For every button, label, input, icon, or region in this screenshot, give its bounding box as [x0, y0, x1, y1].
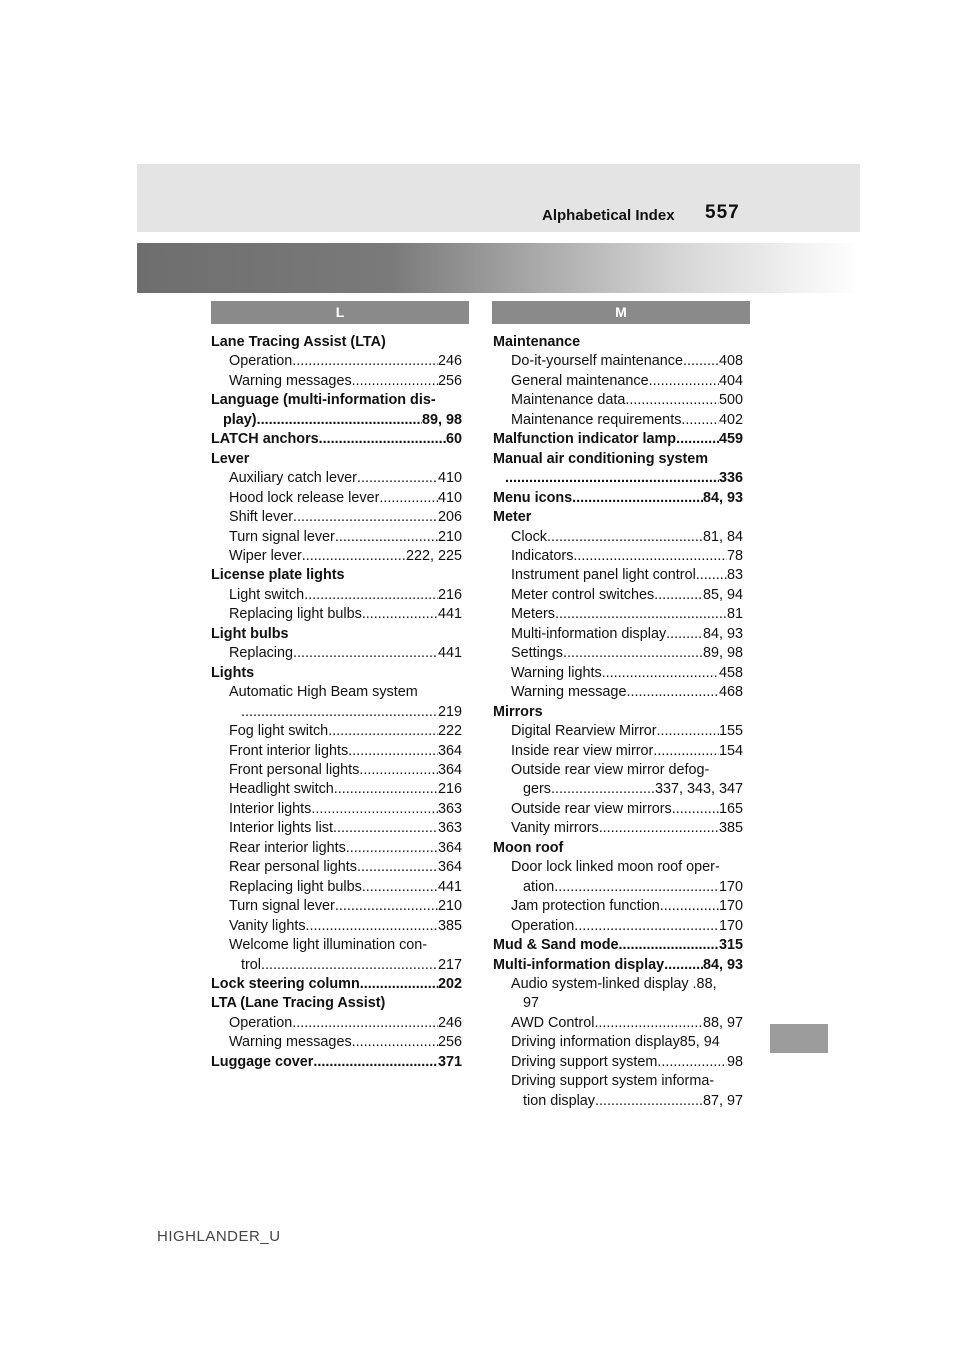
index-entry: [211, 917, 462, 936]
leader-dots: [261, 956, 438, 975]
index-entry: [211, 761, 462, 780]
leader-dots: [657, 722, 719, 741]
index-entry: [211, 450, 462, 469]
index-entry-label: Clock: [511, 528, 547, 545]
index-column-right: [493, 333, 743, 1111]
index-entry-page: 210: [437, 528, 462, 545]
index-entry: [493, 1014, 743, 1033]
index-entry-label: Vanity mirrors: [511, 820, 599, 837]
leader-dots: [319, 430, 446, 449]
index-entry: [211, 352, 462, 371]
index-entry-page: 468: [718, 684, 743, 701]
leader-dots: [292, 1014, 438, 1033]
index-entry-label: General maintenance: [511, 372, 649, 389]
index-entry-label: Light bulbs: [211, 625, 289, 642]
index-entry-label: Warning messages: [229, 1034, 352, 1051]
index-entry-page: 154: [718, 742, 743, 759]
leader-dots: [304, 586, 438, 605]
index-entry-page: 441: [437, 878, 462, 895]
index-entry-page: 459: [718, 431, 743, 448]
index-entry-label: Meters: [511, 606, 555, 623]
index-entry-label: Digital Rearview Mirror: [511, 723, 657, 740]
leader-dots: [362, 878, 438, 897]
page-title: Alphabetical Index: [542, 207, 675, 224]
index-entry-page: 385: [718, 820, 743, 837]
index-entry-label: Multi-information display: [511, 625, 667, 642]
leader-dots: [379, 489, 438, 508]
index-entry-label: AWD Control: [511, 1014, 595, 1031]
index-entry-page: 88, 97: [702, 1014, 743, 1031]
leader-dots: [653, 742, 719, 761]
index-entry: [211, 547, 462, 566]
index-entry-label: Fog light switch: [229, 723, 329, 740]
index-entry-label: Operation: [229, 353, 293, 370]
index-entry: [211, 839, 462, 858]
index-entry-label: Maintenance data: [511, 392, 626, 409]
leader-dots: [681, 411, 719, 430]
index-entry-label: Driving support system informa-: [511, 1073, 715, 1090]
index-entry-page: 441: [437, 606, 462, 623]
index-column-left: [211, 333, 462, 1072]
index-entry-page: 246: [437, 1014, 462, 1031]
index-entry-page: 84, 93: [702, 625, 743, 642]
index-entry: [211, 1033, 462, 1052]
index-entry-label: Headlight switch: [229, 781, 334, 798]
index-entry: [211, 508, 462, 527]
leader-dots: [352, 372, 438, 391]
index-entry-label: Replacing light bulbs: [229, 878, 362, 895]
index-entry-label: Lock steering column: [211, 975, 360, 992]
leader-dots: [626, 683, 719, 702]
header-band: [137, 164, 860, 232]
index-entry-label: Front personal lights: [229, 761, 360, 778]
index-entry-label: Lane Tracing Assist (LTA): [211, 334, 386, 350]
leader-dots: [660, 897, 719, 916]
index-entry: [493, 352, 743, 371]
index-entry-label: License plate lights: [211, 567, 345, 584]
index-entry-label: tion display: [523, 1092, 595, 1109]
index-entry: [493, 411, 743, 430]
index-entry-page: 364: [437, 761, 462, 778]
index-entry: [211, 605, 462, 624]
index-entry: [493, 917, 743, 936]
index-entry: [211, 994, 462, 1013]
index-entry: [493, 742, 743, 761]
index-entry: [493, 430, 743, 449]
leader-dots: [293, 644, 438, 663]
index-entry-page: 202: [437, 975, 462, 992]
index-entry-label: Replacing light bulbs: [229, 606, 362, 623]
index-entry-page: 81, 84: [702, 528, 743, 545]
index-entry-page: 364: [437, 742, 462, 759]
index-entry: [493, 703, 743, 722]
index-entry-label: Auxiliary catch lever: [229, 470, 357, 487]
index-entry-label: Interior lights: [229, 800, 312, 817]
index-entry-label: Do-it-yourself maintenance: [511, 353, 683, 370]
index-entry-page: 363: [437, 800, 462, 817]
section-header-l: L: [211, 301, 469, 324]
index-entry: [493, 528, 743, 547]
index-entry-label: Settings: [511, 645, 563, 662]
leader-dots: [352, 1033, 438, 1052]
index-entry-page: 222: [437, 723, 462, 740]
index-entry-label: 97: [523, 995, 540, 1012]
index-entry-label: Front interior lights: [229, 742, 349, 759]
index-entry-label: Luggage cover: [211, 1053, 314, 1070]
index-entry-page: 85, 94: [702, 586, 743, 603]
index-entry-label: Mirrors: [493, 703, 543, 720]
index-entry-label: Hood lock release lever: [229, 489, 380, 506]
index-entry: [493, 722, 743, 741]
index-entry-label: Outside rear view mirrors: [511, 800, 672, 817]
index-entry-label: Outside rear view mirror defog-: [511, 761, 710, 778]
index-entry: [493, 1092, 743, 1111]
index-entry-label: Driving information display85, 94: [511, 1034, 720, 1051]
index-entry-label: Maintenance: [493, 334, 581, 350]
index-entry: [493, 605, 743, 624]
index-entry: [493, 683, 743, 702]
index-entry-page: 410: [437, 489, 462, 506]
index-entry: [493, 489, 743, 508]
leader-dots: [241, 703, 438, 722]
index-entry: [493, 644, 743, 663]
leader-dots: [619, 936, 719, 955]
index-entry-label: LTA (Lane Tracing Assist): [211, 995, 386, 1012]
index-entry: [493, 956, 743, 975]
index-entry: [211, 586, 462, 605]
index-entry: [211, 625, 462, 644]
index-entry-label: Mud & Sand mode: [493, 937, 619, 954]
index-entry-page: 410: [437, 470, 462, 487]
index-entry-label: Maintenance requirements: [511, 411, 682, 428]
index-entry: [211, 936, 462, 955]
index-entry-page: 84, 93: [702, 956, 743, 973]
leader-dots: [362, 605, 438, 624]
leader-dots: [333, 819, 438, 838]
index-entry-label: Menu icons: [493, 489, 573, 506]
leader-dots: [335, 897, 438, 916]
leader-dots: [657, 1053, 727, 1072]
index-entry-page: 363: [437, 820, 462, 837]
leader-dots: [555, 605, 727, 624]
index-entry-page: 78: [726, 547, 743, 564]
index-entry: [493, 586, 743, 605]
leader-dots: [334, 780, 438, 799]
index-entry-label: Warning messages: [229, 372, 352, 389]
leader-dots: [696, 566, 727, 585]
index-entry: [211, 683, 462, 702]
index-entry-label: Operation: [229, 1014, 293, 1031]
leader-dots: [594, 1014, 703, 1033]
index-entry-page: 206: [437, 509, 462, 526]
leader-dots: [602, 664, 719, 683]
leader-dots: [676, 430, 719, 449]
leader-dots: [357, 469, 438, 488]
leader-dots: [335, 528, 438, 547]
index-entry-page: 81: [726, 606, 743, 623]
leader-dots: [664, 956, 703, 975]
index-entry-page: 170: [718, 917, 743, 934]
index-entry-label: Indicators: [511, 547, 574, 564]
index-entry: [493, 566, 743, 585]
leader-dots: [348, 742, 438, 761]
index-entry-label: Inside rear view mirror: [511, 742, 654, 759]
index-entry: [211, 742, 462, 761]
index-entry-label: Warning message: [511, 684, 627, 701]
index-entry-label: Turn signal lever: [229, 528, 335, 545]
index-entry: [493, 936, 743, 955]
index-entry-label: Rear interior lights: [229, 839, 346, 856]
index-entry-label: Driving support system: [511, 1053, 658, 1070]
index-entry: [493, 897, 743, 916]
leader-dots: [292, 352, 438, 371]
index-entry: [493, 469, 743, 488]
index-entry: [493, 975, 743, 994]
index-entry-page: 216: [437, 586, 462, 603]
leader-dots: [505, 469, 719, 488]
index-entry-page: 385: [437, 917, 462, 934]
index-entry: [493, 858, 743, 877]
index-entry: [493, 372, 743, 391]
index-entry-label: Meter: [493, 509, 532, 526]
leader-dots: [311, 800, 438, 819]
index-entry-page: 84, 93: [702, 489, 743, 506]
index-entry-page: 217: [437, 956, 462, 973]
index-entry-label: ation: [523, 878, 555, 895]
index-entry-page: 89, 98: [702, 645, 743, 662]
leader-dots: [357, 858, 438, 877]
index-entry-label: Meter control switches: [511, 586, 655, 603]
index-entry: [211, 1014, 462, 1033]
index-entry-page: 371: [437, 1053, 462, 1070]
index-entry-label: gers: [523, 781, 551, 798]
leader-dots: [625, 391, 719, 410]
index-entry-page: 458: [718, 664, 743, 681]
index-entry-page: 155: [718, 723, 743, 740]
leader-dots: [572, 489, 703, 508]
index-entry: [211, 897, 462, 916]
index-entry-page: 364: [437, 839, 462, 856]
index-entry-label: Audio system-linked display .88,: [511, 975, 717, 992]
index-entry: [211, 333, 462, 352]
index-entry: [211, 372, 462, 391]
index-entry-label: Replacing: [229, 645, 293, 662]
section-header-m: M: [492, 301, 750, 324]
leader-dots: [359, 761, 438, 780]
index-entry-page: 87, 97: [702, 1092, 743, 1109]
index-entry-label: Vanity lights: [229, 917, 306, 934]
index-entry-label: Automatic High Beam system: [229, 684, 418, 701]
leader-dots: [346, 839, 438, 858]
index-entry: [211, 1053, 462, 1072]
index-entry: [493, 839, 743, 858]
leader-dots: [306, 917, 438, 936]
leader-dots: [672, 800, 719, 819]
index-entry-page: 364: [437, 859, 462, 876]
index-entry: [493, 1072, 743, 1091]
index-entry-page: 256: [437, 372, 462, 389]
index-entry-page: 170: [718, 878, 743, 895]
leader-dots: [654, 586, 703, 605]
index-entry-page: 222, 225: [405, 547, 462, 564]
index-entry-label: Language (multi-information dis-: [211, 392, 436, 409]
thumb-tab-marker: [770, 1024, 828, 1053]
index-entry-page: 170: [718, 898, 743, 915]
index-entry-page: 402: [718, 411, 743, 428]
index-entry: [211, 528, 462, 547]
gradient-banner: [137, 243, 860, 293]
index-entry: [493, 333, 743, 352]
leader-dots: [573, 547, 727, 566]
index-entry-label: Wiper lever: [229, 547, 302, 564]
leader-dots: [595, 1092, 703, 1111]
index-entry: [493, 761, 743, 780]
index-entry-page: 219: [437, 703, 462, 720]
index-entry-page: 210: [437, 898, 462, 915]
index-entry: [211, 469, 462, 488]
index-entry-page: 500: [718, 392, 743, 409]
index-entry: [211, 489, 462, 508]
leader-dots: [649, 372, 719, 391]
index-entry-label: Moon roof: [493, 839, 564, 856]
index-entry: [211, 722, 462, 741]
index-entry-page: 83: [726, 567, 743, 584]
index-entry-label: Shift lever: [229, 509, 293, 526]
index-entry: [211, 411, 462, 430]
index-entry-label: Interior lights list: [229, 820, 333, 837]
index-entry-label: Welcome light illumination con-: [229, 937, 428, 954]
index-entry-label: Instrument panel light control: [511, 567, 696, 584]
index-entry-label: Lights: [211, 664, 255, 681]
index-entry-label: Jam protection function: [511, 898, 660, 915]
index-entry-label: LATCH anchors: [211, 431, 319, 448]
index-entry: [211, 644, 462, 663]
index-entry: [211, 878, 462, 897]
leader-dots: [313, 1053, 438, 1072]
index-entry-page: 315: [718, 937, 743, 954]
index-entry: [493, 508, 743, 527]
index-entry: [493, 547, 743, 566]
index-entry-page: 89, 98: [421, 411, 462, 428]
leader-dots: [554, 878, 719, 897]
index-entry: [211, 858, 462, 877]
index-entry: [211, 956, 462, 975]
index-entry-label: Lever: [211, 450, 250, 467]
index-entry-page: 246: [437, 353, 462, 370]
index-entry-label: Multi-information display: [493, 956, 665, 973]
leader-dots: [302, 547, 406, 566]
index-entry-page: 404: [718, 372, 743, 389]
leader-dots: [574, 917, 719, 936]
index-entry: [493, 780, 743, 799]
index-entry: [211, 800, 462, 819]
leader-dots: [360, 975, 438, 994]
index-entry-page: 60: [445, 431, 462, 448]
index-entry: [211, 975, 462, 994]
index-entry-page: 337, 343, 347: [654, 781, 743, 798]
index-entry: [493, 664, 743, 683]
leader-dots: [666, 625, 703, 644]
index-entry-label: Manual air conditioning system: [493, 450, 709, 467]
index-entry: [493, 1033, 743, 1052]
index-entry: [211, 566, 462, 585]
index-entry: [211, 430, 462, 449]
index-entry: [493, 450, 743, 469]
index-entry-label: Rear personal lights: [229, 859, 357, 876]
index-entry-page: 408: [718, 353, 743, 370]
index-entry-page: 98: [726, 1053, 743, 1070]
index-entry-label: trol: [241, 956, 261, 973]
leader-dots: [599, 819, 719, 838]
index-entry-label: Light switch: [229, 586, 305, 603]
index-entry-label: play): [223, 411, 257, 428]
index-entry-label: Warning lights: [511, 664, 602, 681]
index-entry-label: Malfunction indicator lamp: [493, 431, 677, 448]
index-entry-page: 165: [718, 800, 743, 817]
leader-dots: [257, 411, 422, 430]
index-entry-page: 216: [437, 781, 462, 798]
leader-dots: [683, 352, 719, 371]
leader-dots: [293, 508, 438, 527]
index-entry: [493, 819, 743, 838]
index-entry-label: Turn signal lever: [229, 898, 335, 915]
index-entry: [211, 819, 462, 838]
index-entry: [493, 391, 743, 410]
footer-model-code: HIGHLANDER_U: [157, 1228, 281, 1245]
index-entry: [493, 1053, 743, 1072]
index-entry: [493, 878, 743, 897]
index-entry: [211, 780, 462, 799]
page-number: 557: [705, 202, 740, 223]
index-entry-page: 441: [437, 645, 462, 662]
leader-dots: [547, 528, 703, 547]
index-entry-page: 336: [718, 470, 743, 487]
index-entry: [211, 664, 462, 683]
leader-dots: [563, 644, 703, 663]
index-entry-label: Door lock linked moon roof oper-: [511, 859, 720, 876]
index-entry: [211, 703, 462, 722]
index-entry: [211, 391, 462, 410]
index-entry: [493, 994, 743, 1013]
index-entry-page: 256: [437, 1034, 462, 1051]
index-entry: [493, 625, 743, 644]
index-entry: [493, 800, 743, 819]
leader-dots: [551, 780, 655, 799]
index-entry-label: Operation: [511, 917, 575, 934]
leader-dots: [328, 722, 438, 741]
